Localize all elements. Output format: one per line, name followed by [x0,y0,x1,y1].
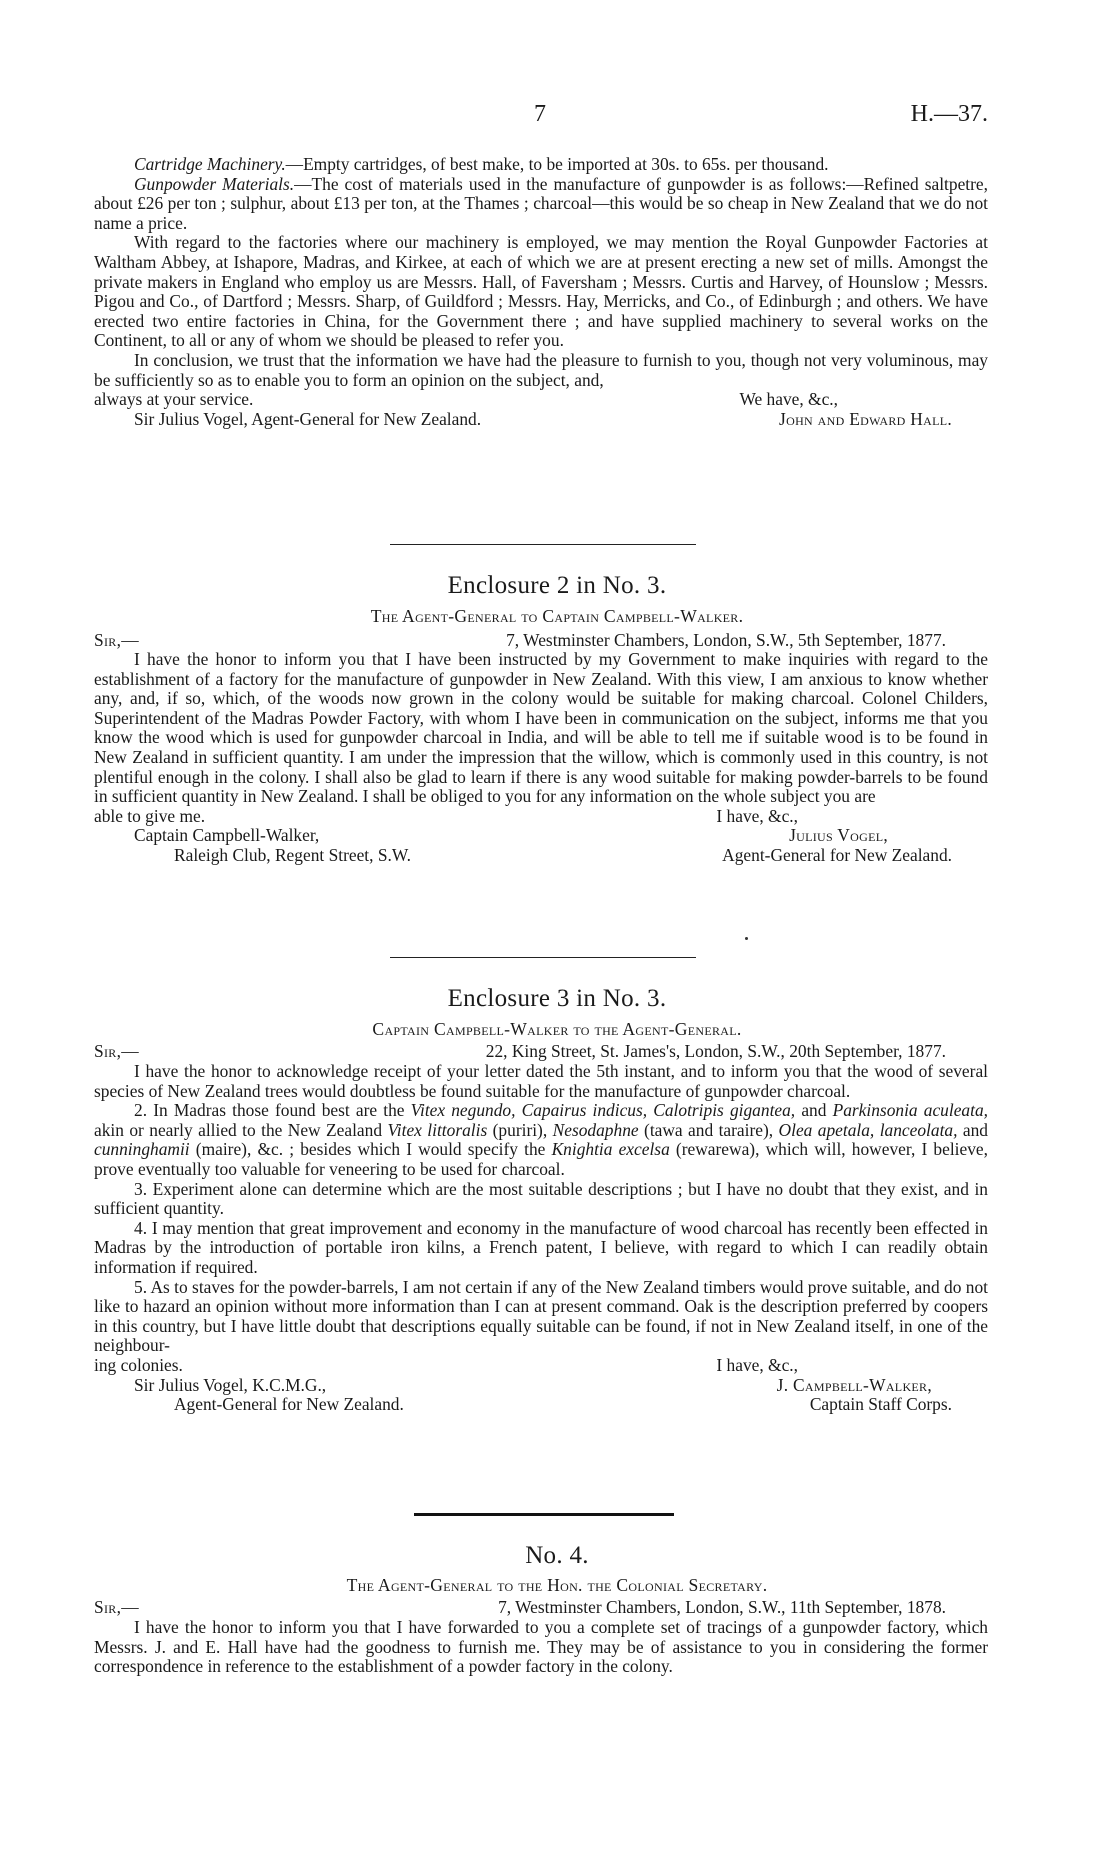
gunpowder-materials-paragraph [94,175,988,234]
species-parkinsonia: Parkinsonia aculeata, [832,1100,988,1121]
conclusion-closing-line [94,390,988,410]
p2-text-a: 2. In Madras those found best are the [134,1100,411,1121]
enclosure-2-recipient-place: Raleigh Club, Regent Street, S.W. [174,844,412,865]
p2-text-d: (puriri), [487,1119,553,1140]
species-vitex-littoralis: Vitex littoralis [387,1119,488,1140]
hall-addressee: Sir Julius Vogel, Agent-General for New Zealand. [134,408,482,429]
no-4-subheading-text: The Agent-General to the Hon. the Colonial Secretary. [346,1575,768,1595]
enclosure-2-closing-right: I have, &c., [716,805,798,826]
p2-text-h: (rewarewa), which will, however, I believe, prove eventually too valuable for veneering to be used for charcoal. [94,1139,988,1179]
no-4-heading: No. 4. [525,1542,589,1569]
no-4-body [94,1618,988,1677]
enclosure-2-subheading [0,606,1114,626]
enclosure-3-subheading-text: Captain Campbell-Walker to the Agent-General. [372,1019,742,1039]
conclusion-closing-left: always at your service. [94,389,254,410]
p2-text-c: akin or nearly allied to the New Zealand [94,1119,388,1140]
enclosure-3-paragraph-3: 3. Experiment alone can determine which are the most suitable descriptions ; but I have no doubt that they exist, and in sufficient quantity. [94,1178,988,1219]
no-4-address: 7, Westminster Chambers, London, S.W., 11th September, 1878. [498,1597,946,1617]
enclosure-2-signature-row-2 [94,846,988,866]
enclosure-3-salutation: Sir,— [94,1041,139,1061]
gunpowder-materials-label: Gunpowder Materials. [134,173,295,194]
enclosure-2-heading: Enclosure 2 in No. 3. [447,572,667,599]
enclosure-3-sender-name: J. Campbell-Walker, [776,1374,932,1395]
p2-text-f: and [957,1119,988,1140]
enclosure-2-signature-row-1 [94,826,988,846]
p2-text-g: (maire), &c. ; besides which I would specify the [189,1139,552,1160]
cartridge-paragraph [94,155,988,175]
cartridge-text: —Empty cartridges, of best make, to be imported at 30s. to 65s. per thousand. [285,154,829,174]
enclosure-3-body [94,1062,988,1415]
enclosure-3-paragraph-1: I have the honor to acknowledge receipt of your letter dated the 5th instant, and to inform you that the wood of several species of New Zealand trees would doubtless be found suitable for the manufacture of gunpowder charcoal. [94,1061,988,1101]
enclosure-3-sender-title: Captain Staff Corps. [809,1394,952,1415]
enclosure-3-recipient-title: Agent-General for New Zealand. [174,1394,404,1415]
factories-paragraph: With regard to the factories where our machinery is employed, we may mention the Royal Gunpowder Factories at Waltham Abbey, at Ishapore, Madras, and Kirkee, at each of which we are at present erecting a new set of mills. Amongst the private makers in England who employ us are Messrs. Hall, of Faversham ; Messrs. Curtis and Harvey, of Hounslow ; Messrs. Pigou and Co., of Dartford ; Messrs. Sharp, of Guildford ; Messrs. Hay, Merricks, and Co., of Edinburgh ; and others. We have erected two entire factories in China, for the Government there ; and have supplied machinery to several works on the Continent, to all or any of whom we should be pleased to refer you. [94,232,988,351]
species-olea: Olea apetala, lanceolata, [778,1119,958,1140]
no-4-subheading [0,1575,1114,1595]
enclosure-2-sender-title: Agent-General for New Zealand. [722,844,952,865]
conclusion-closing-right: We have, &c., [739,389,838,410]
enclosure-3-closing-left: ing colonies. [94,1354,183,1375]
no-4-salutation: Sir,— [94,1597,139,1617]
enclosure-2-closing-line [94,807,988,827]
species-nesodaphne: Nesodaphne [552,1119,639,1140]
hall-letter-section [94,155,988,429]
enclosure-2-sender-name: Julius Vogel, [789,825,888,846]
enclosure-2-body [94,650,988,866]
enclosure-3-closing-right: I have, &c., [716,1354,798,1375]
enclosure-2-subheading-text: The Agent-General to Captain Campbell-Walker. [370,606,744,626]
gunpowder-materials-text: —The cost of materials used in the manufacture of gunpowder is as follows:—Refined saltpetre, about £26 per ton ; sulphur, about £13 per ton, at the Thames ; charcoal—this would be so cheap in New Zealand that we do not name a price. [94,173,988,233]
section-divider [390,544,696,545]
hall-signature: John and Edward Hall. [779,408,952,429]
enclosure-2-closing-left: able to give me. [94,805,206,826]
cartridge-label: Cartridge Machinery. [134,154,286,174]
enclosure-3-paragraph-5: 5. As to staves for the powder-barrels, I am not certain if any of the New Zealand timbers would prove suitable, and do not like to hazard an opinion without more information than I can at present command. Oak is the description preferred by coopers in this country, but I have little doubt that descriptions equally suitable can be found, if not in New Zealand itself, in one of the neighbour- [94,1276,988,1356]
species-cunninghamii: cunninghamii [94,1139,190,1160]
thick-section-divider [414,1513,674,1516]
ink-speck [745,937,748,940]
hall-signature-line [94,410,988,430]
enclosure-2-recipient-name: Captain Campbell-Walker, [134,825,320,846]
enclosure-3-signature-row-1 [94,1376,988,1396]
enclosure-3-paragraph-2 [94,1101,988,1179]
species-madras-list: Vitex negundo, Capairus indicus, Calotripis gigantea, [410,1100,796,1121]
enclosure-3-closing-line [94,1356,988,1376]
page-number: 7 [534,101,546,127]
enclosure-2-letter-text: I have the honor to inform you that I have been instructed by my Government to make inquiries with regard to the establishment of a factory for the manufacture of gunpowder in New Zealand. With this view, I am anxious to know whether any, and, if so, which, of the woods now grown in the colony would be suitable for making charcoal. Colonel Childers, Superintendent of the Madras Powder Factory, with whom I have been in communication on the subject, informs me that you know the wood which is used for gunpowder charcoal in India, and will be able to tell me if suitable wood is to be found in New Zealand in sufficient quantity. I am under the impression that the willow, which is commonly used in this country, is not plentiful enough in the colony. I shall also be glad to learn if there is any wood suitable for making powder-barrels to be found in sufficient quantity in New Zealand. I shall be obliged to you for any information on the whole subject you are [94,649,988,807]
p2-text-e: (tawa and taraire), [638,1119,779,1140]
section-divider [390,957,696,958]
enclosure-3-paragraph-4: 4. I may mention that great improvement and economy in the manufacture of wood charcoal has recently been effected in Madras by the introduction of portable iron kilns, a French patent, I believe, with regard to which I can readily obtain information if required. [94,1217,988,1277]
enclosure-2-address: 7, Westminster Chambers, London, S.W., 5th September, 1877. [506,630,946,650]
conclusion-paragraph: In conclusion, we trust that the information we have had the pleasure to furnish to you, though not very voluminous, may be sufficiently so as to enable you to form an opinion on the subject, and, [94,349,988,390]
enclosure-3-heading: Enclosure 3 in No. 3. [447,985,667,1012]
species-knightia: Knightia excelsa [551,1139,670,1160]
enclosure-3-signature-row-2 [94,1395,988,1415]
enclosure-3-address: 22, King Street, St. James's, London, S.W., 20th September, 1877. [485,1041,946,1061]
no-4-letter-text: I have the honor to inform you that I have forwarded to you a complete set of tracings of a gunpowder factory, which Messrs. J. and E. Hall have had the goodness to furnish me. They may be of assistance to you in considering the former correspondence in reference to the establishment of a powder factory in the colony. [94,1617,988,1677]
enclosure-2-salutation: Sir,— [94,630,139,650]
enclosure-3-recipient-name: Sir Julius Vogel, K.C.M.G., [134,1374,327,1395]
enclosure-3-subheading [0,1019,1114,1039]
document-reference: H.—37. [910,101,988,127]
p2-text-b: and [795,1100,833,1121]
